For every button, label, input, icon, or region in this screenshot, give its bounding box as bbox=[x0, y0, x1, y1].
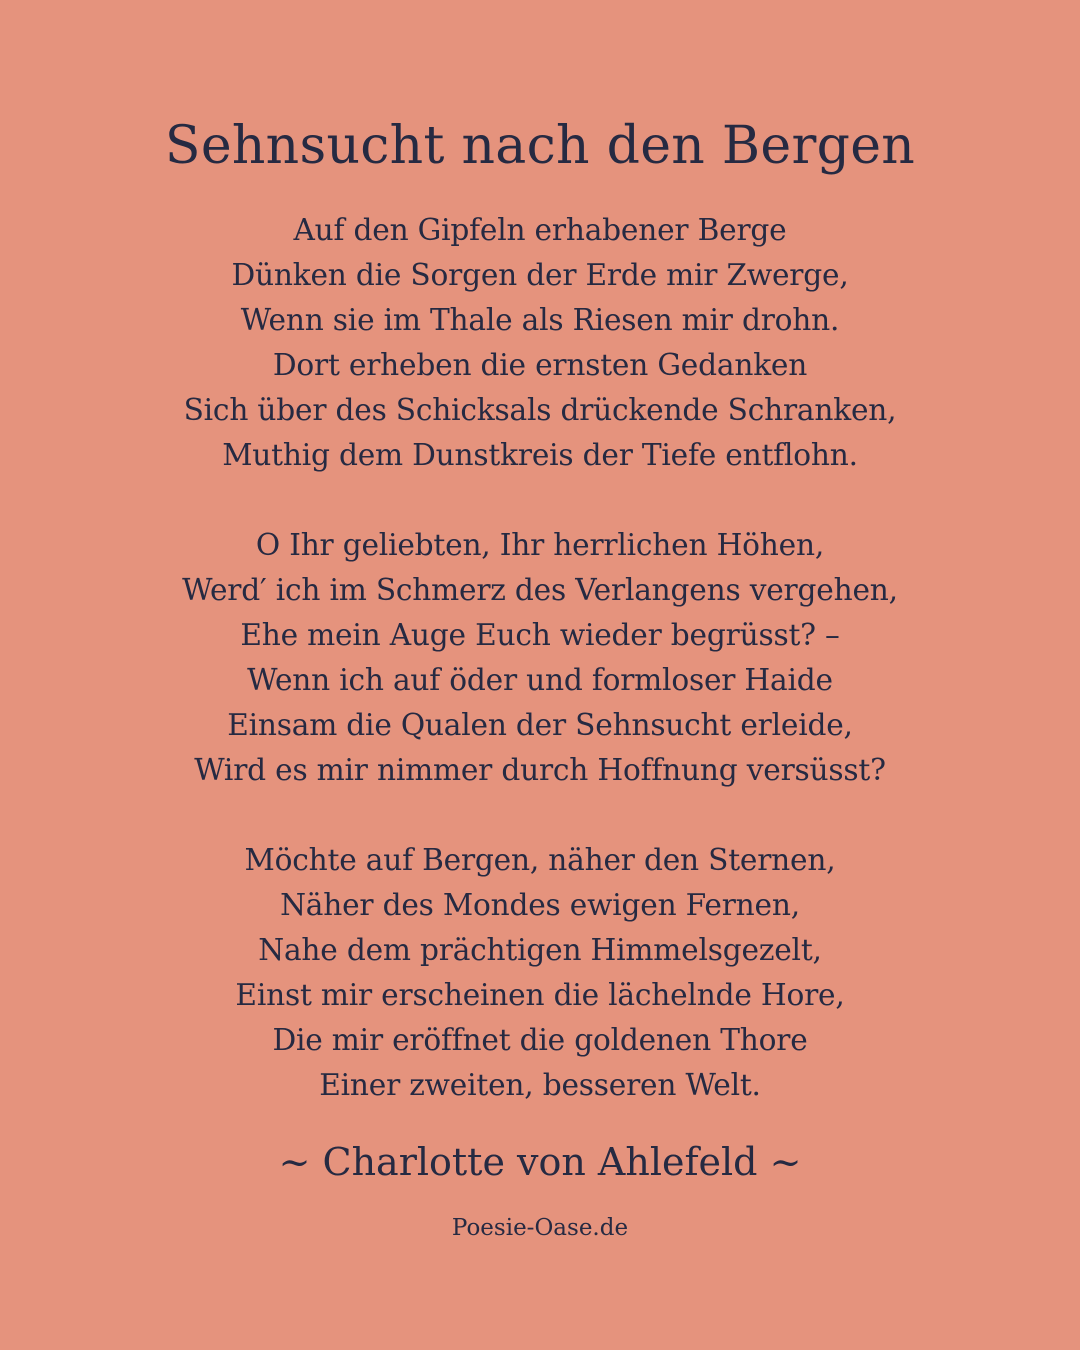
poem-author: ~ Charlotte von Ahlefeld ~ bbox=[278, 1140, 802, 1184]
poem-line: O Ihr geliebten, Ihr herrlichen Höhen, bbox=[255, 528, 825, 562]
poem-line: Werd′ ich im Schmerz des Verlangens vergehen, bbox=[182, 573, 898, 607]
poem-line: Sich über des Schicksals drückende Schranken, bbox=[183, 393, 897, 427]
poem-line: Dünken die Sorgen der Erde mir Zwerge, bbox=[231, 258, 849, 292]
poem-line: Die mir eröffnet die goldenen Thore bbox=[272, 1023, 808, 1057]
poem-line: Näher des Mondes ewigen Fernen, bbox=[280, 888, 800, 922]
poem-line: Möchte auf Bergen, näher den Sternen, bbox=[244, 843, 836, 877]
stanza-1 bbox=[0, 208, 1080, 478]
poem-body bbox=[0, 208, 1080, 1153]
poem-line: Einer zweiten, besseren Welt. bbox=[319, 1068, 761, 1102]
poem-line: Wird es mir nimmer durch Hoffnung versüsst? bbox=[194, 753, 886, 787]
poem-line: Muthig dem Dunstkreis der Tiefe entflohn. bbox=[222, 438, 858, 472]
poem-line: Wenn ich auf öder und formloser Haide bbox=[247, 663, 833, 697]
poem-line: Ehe mein Auge Euch wieder begrüsst? – bbox=[240, 618, 840, 652]
poem-title: Sehnsucht nach den Bergen bbox=[164, 116, 916, 176]
poem-line: Wenn sie im Thale als Riesen mir drohn. bbox=[240, 303, 840, 337]
source-website: Poesie-Oase.de bbox=[451, 1215, 629, 1241]
poem-line: Auf den Gipfeln erhabener Berge bbox=[293, 213, 787, 247]
poem-line: Dort erheben die ernsten Gedanken bbox=[272, 348, 808, 382]
poem-line: Einst mir erscheinen die lächelnde Hore, bbox=[235, 978, 845, 1012]
poem-line: Nahe dem prächtigen Himmelsgezelt, bbox=[258, 933, 822, 967]
stanza-2 bbox=[0, 523, 1080, 793]
stanza-3 bbox=[0, 838, 1080, 1108]
poem-line: Einsam die Qualen der Sehnsucht erleide, bbox=[227, 708, 853, 742]
